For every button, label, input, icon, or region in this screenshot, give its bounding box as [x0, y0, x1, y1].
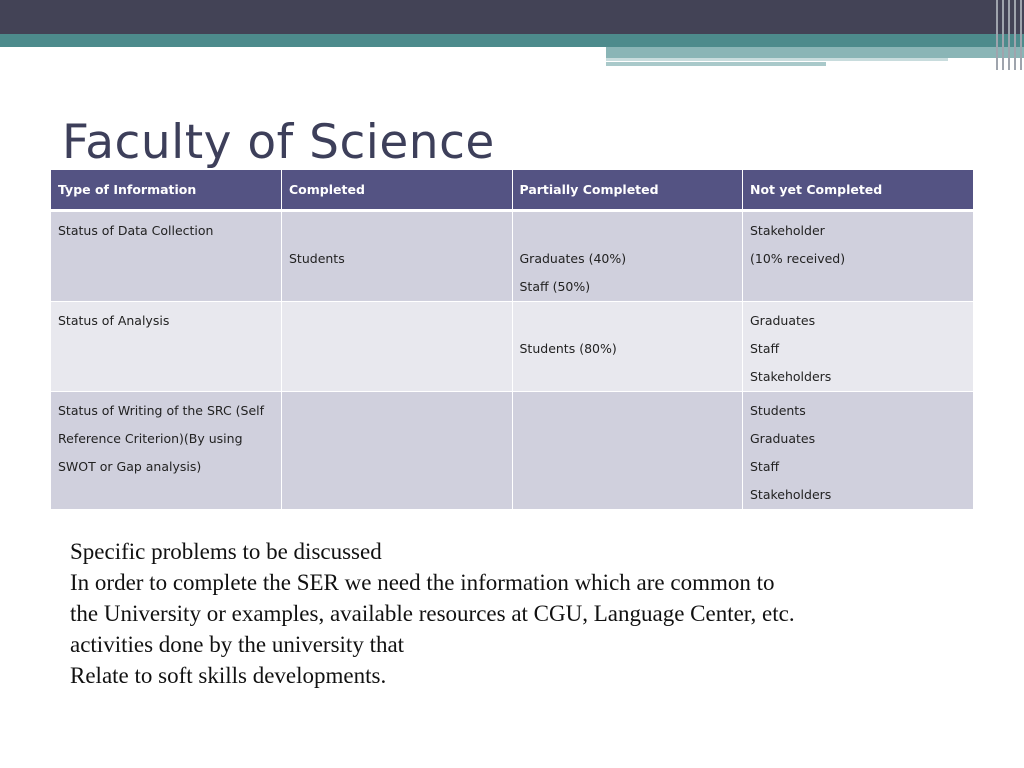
- notes-line: Specific problems to be discussed: [70, 539, 382, 564]
- cell-text: Status of Analysis: [58, 313, 170, 328]
- cell-text: Graduates (40%): [519, 251, 627, 266]
- cell-text: Staff: [750, 341, 780, 356]
- cell-text: Students (80%): [519, 341, 617, 356]
- cell-text: Status of Data Collection: [58, 223, 214, 238]
- cell-text: Stakeholders: [750, 369, 832, 384]
- cell-type: [51, 211, 282, 302]
- cell-not-yet: [743, 392, 974, 510]
- notes-line: Relate to soft skills developments.: [70, 663, 387, 688]
- page-title: Faculty of Science: [62, 115, 495, 171]
- header-partially-completed: Partially Completed: [512, 170, 743, 211]
- cell-partial: [512, 211, 743, 302]
- cell-text: Staff (50%): [519, 279, 591, 294]
- cell-not-yet: [743, 302, 974, 392]
- notes-text: [70, 536, 990, 691]
- cell-text: Graduates: [750, 431, 816, 446]
- header-completed: Completed: [282, 170, 513, 211]
- cell-text: Stakeholder: [750, 223, 825, 238]
- notes-line: In order to complete the SER we need the information which are common to: [70, 570, 775, 595]
- cell-text: Reference Criterion)(By using: [58, 431, 243, 446]
- notes-line: activities done by the university that: [70, 632, 405, 657]
- table-row: [51, 302, 973, 392]
- header-type-of-information: Type of Information: [51, 170, 282, 211]
- cell-completed: [282, 302, 513, 392]
- cell-completed: [282, 211, 513, 302]
- cell-text: Staff: [750, 459, 780, 474]
- header-stripes: [994, 0, 1024, 70]
- cell-text: Status of Writing of the SRC (Self: [58, 403, 265, 418]
- notes-line: the University or examples, available resources at CGU, Language Center, etc.: [70, 601, 795, 626]
- header-not-yet-completed: Not yet Completed: [743, 170, 974, 211]
- cell-type: [51, 302, 282, 392]
- cell-type: [51, 392, 282, 510]
- header-band-dark: [0, 0, 1024, 34]
- table-row: [51, 392, 973, 510]
- info-table: [51, 170, 974, 510]
- table-row: [51, 211, 973, 302]
- cell-text: SWOT or Gap analysis): [58, 459, 202, 474]
- cell-text: Stakeholders: [750, 487, 832, 502]
- cell-text: Graduates: [750, 313, 816, 328]
- cell-text: (10% received): [750, 251, 846, 266]
- cell-not-yet: [743, 211, 974, 302]
- cell-text: Students: [750, 403, 806, 418]
- header-band-teal: [0, 34, 1024, 47]
- cell-text: [289, 217, 505, 245]
- cell-text: Students: [289, 251, 345, 266]
- cell-completed: [282, 392, 513, 510]
- cell-text: [520, 307, 736, 335]
- header-band-light: [606, 47, 1024, 58]
- header-line-short: [606, 62, 826, 66]
- header-line: [606, 58, 948, 61]
- cell-text: [520, 217, 736, 245]
- cell-partial: [512, 392, 743, 510]
- cell-partial: [512, 302, 743, 392]
- table-header-row: [51, 170, 973, 211]
